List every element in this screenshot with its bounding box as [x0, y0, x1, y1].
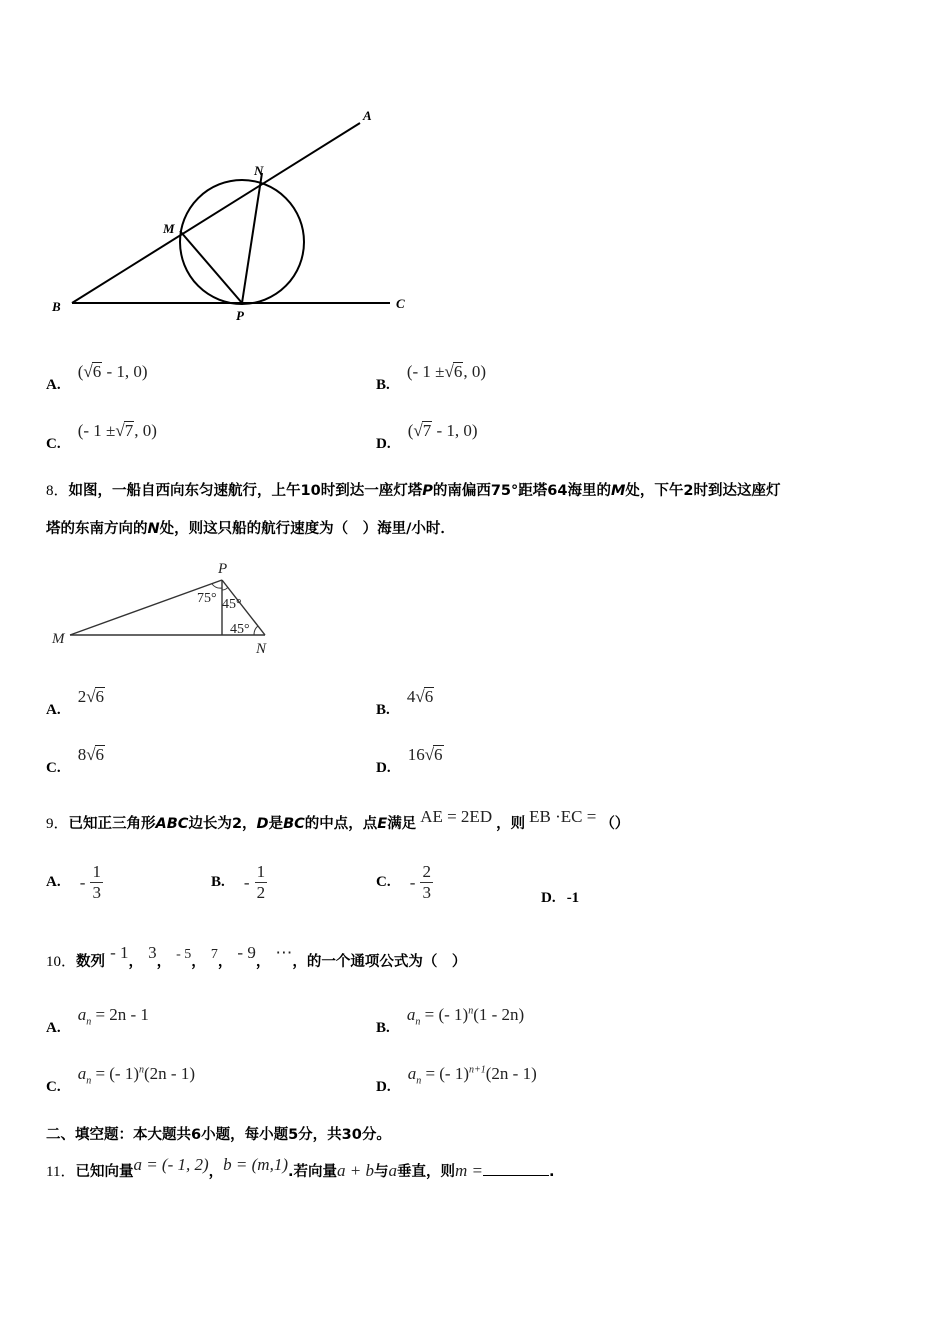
math-pre: ( [407, 421, 414, 440]
math-pre: (- 1 ± [77, 421, 116, 440]
label-75: 75° [197, 591, 217, 606]
q8-line1 [46, 479, 781, 500]
superscript: n [139, 1064, 145, 1076]
text: 的中点，点 [304, 816, 378, 832]
text: 64 [547, 483, 568, 499]
segment-MP [180, 231, 242, 303]
text: 边长为 [188, 816, 232, 832]
label-45-bottom: 45° [230, 622, 250, 637]
q8-option-a[interactable]: A. 2√6 [46, 687, 105, 718]
q9-option-d[interactable] [541, 887, 579, 907]
formula: = (- 1) [424, 1005, 469, 1024]
radicand: 7 [124, 421, 134, 440]
formula-tail: (1 - 2n) [473, 1005, 525, 1024]
text: 是 [268, 816, 284, 832]
option-letter: C. [46, 760, 61, 776]
text: ， [255, 954, 271, 970]
question-number: 8． [46, 483, 69, 499]
text: （） [600, 816, 630, 832]
formula-tail: (2n - 1) [144, 1064, 195, 1083]
sign: - [409, 872, 416, 892]
formula: = (- 1) [425, 1064, 470, 1083]
option-letter: D. [541, 890, 556, 906]
text: M [610, 483, 626, 499]
fraction: $\frac{2}{3}$ [422, 862, 431, 902]
text: ， [242, 816, 257, 832]
text: ， [191, 954, 206, 970]
text: BC [283, 816, 305, 832]
q8-option-b[interactable]: B. 4√6 [376, 687, 434, 718]
unknown-m: m = [455, 1161, 483, 1180]
superscript: n [468, 1005, 474, 1017]
text: .若向量 [288, 1164, 338, 1180]
label-C: C [396, 296, 405, 311]
sequence-term: ⋯ [275, 943, 293, 962]
q7-option-d[interactable]: D. (√7 - 1, 0) [376, 421, 478, 452]
q10-option-d[interactable] [376, 1064, 537, 1095]
text: ，则 [496, 816, 526, 832]
text: 数列 [76, 954, 106, 970]
formula-tail: (2n - 1) [485, 1064, 537, 1083]
answer-blank[interactable] [483, 1175, 549, 1176]
text: 处，则这只船的航行速度为（ ）海里/小时． [159, 521, 455, 537]
label-A: A [363, 108, 372, 123]
option-letter: A. [46, 377, 61, 393]
q9-stem [46, 807, 630, 833]
vector-a: a = (- 1, 2) [133, 1155, 209, 1174]
text: 75° [490, 483, 519, 499]
text: ，的一个通项公式为（ ） [292, 954, 467, 970]
subscript: n [415, 1016, 421, 1028]
option-letter: D. [376, 436, 391, 452]
math-var: a [77, 1005, 87, 1024]
text: 时到达这座灯 [693, 483, 781, 499]
q8-option-c[interactable]: C. 8√6 [46, 745, 105, 776]
option-letter: B. [376, 1020, 390, 1036]
label-M: M [163, 221, 175, 236]
fraction: $\frac{1}{3}$ [92, 862, 101, 902]
text: ， [128, 954, 143, 970]
subscript: n [86, 1075, 92, 1087]
question-number: 11． [46, 1164, 76, 1180]
q9-option-a[interactable] [46, 862, 103, 903]
option-letter: B. [376, 702, 390, 718]
sequence-term: 3 [148, 943, 157, 962]
figure-triangle-mpn [40, 555, 280, 660]
coefficient: 2 [77, 687, 87, 706]
math-expression: EB ·EC = [529, 807, 597, 826]
text: 10 [300, 483, 321, 499]
math-var: a [407, 1064, 417, 1083]
label-P: P [218, 561, 228, 577]
text: D [256, 816, 269, 832]
math-post: - 1, 0) [102, 362, 148, 381]
text: 垂直，则 [397, 1164, 455, 1180]
math-post: , 0) [134, 421, 157, 440]
option-letter: C. [46, 1079, 61, 1095]
subscript: n [416, 1075, 422, 1087]
option-letter: B. [376, 377, 390, 393]
radicand: 6 [424, 687, 434, 706]
radicand: 6 [95, 745, 105, 764]
label-M: M [52, 631, 65, 647]
sequence-term: - 5 [176, 947, 192, 962]
q10-option-a[interactable] [46, 1005, 149, 1036]
text: 处，下午 [625, 483, 684, 499]
q10-option-c[interactable] [46, 1064, 195, 1095]
q7-option-c[interactable]: C. (- 1 ±√7, 0) [46, 421, 157, 452]
superscript: n+1 [469, 1064, 486, 1076]
math-post: - 1, 0) [432, 421, 478, 440]
text: 时到达一座灯塔 [320, 483, 423, 499]
text: 已知正三角形 [68, 816, 156, 832]
q7-option-b[interactable]: B. (- 1 ±√6, 0) [376, 362, 487, 393]
text: 塔的东南方向的 [46, 521, 148, 537]
section-title: 二、填空题：本大题共6小题，每小题5分，共30分。 [46, 1127, 391, 1143]
figure-circle-tangent [40, 100, 420, 330]
fraction: $\frac{1}{2}$ [256, 862, 266, 902]
q10-option-b[interactable] [376, 1005, 525, 1036]
q9-option-b[interactable] [211, 862, 267, 903]
circle [180, 180, 304, 304]
vector-sum: a + b [337, 1161, 374, 1180]
sequence-term: 7 [210, 947, 218, 962]
angle-arc-45-bottom [254, 626, 258, 635]
q8-option-d[interactable]: D. 16√6 [376, 745, 443, 776]
option-value: -1 [566, 890, 580, 906]
text: . [549, 1164, 555, 1180]
sign: - [243, 872, 250, 892]
formula: = 2n - 1 [95, 1005, 149, 1024]
text: 的南偏西 [432, 483, 491, 499]
math-expression: AE = 2ED [420, 807, 493, 826]
text: 与 [374, 1164, 389, 1180]
sequence-term: - 1 [110, 943, 129, 962]
radicand: 6 [92, 362, 102, 381]
radicand: 6 [95, 687, 105, 706]
text: 满足 [387, 816, 417, 832]
option-letter: D. [376, 760, 391, 776]
sequence-term: - 9 [237, 943, 256, 962]
line-BA [72, 123, 360, 303]
radicand: 7 [422, 421, 432, 440]
coefficient: 16 [407, 745, 425, 764]
text: ， [156, 954, 172, 970]
math-post: , 0) [463, 362, 487, 381]
text: 2 [231, 816, 243, 832]
label-45-top: 45° [222, 597, 242, 612]
question-number: 9． [46, 816, 69, 832]
text: 已知向量 [75, 1164, 134, 1180]
label-B: B [52, 299, 61, 314]
text: 如图，一船自西向东匀速航行，上午 [68, 483, 301, 499]
angle-arc-45-top [222, 587, 228, 590]
option-letter: A. [46, 1020, 61, 1036]
option-letter: C. [376, 874, 391, 890]
q11-stem [46, 1155, 555, 1181]
label-N: N [254, 163, 264, 178]
math-pre: (- 1 ± [406, 362, 445, 381]
segment-MP [70, 580, 222, 635]
label-P: P [236, 308, 244, 323]
math-var: a [406, 1005, 416, 1024]
text: ， [217, 954, 233, 970]
q10-stem [46, 943, 467, 971]
option-letter: D. [376, 1079, 391, 1095]
sign: - [79, 872, 86, 892]
vector-b: b = (m,1) [223, 1155, 288, 1174]
q9-option-c[interactable] [376, 862, 433, 903]
option-letter: A. [46, 874, 61, 890]
coefficient: 4 [406, 687, 416, 706]
vector-a: a [388, 1161, 397, 1180]
q7-option-a[interactable]: A. (√6 - 1, 0) [46, 362, 148, 393]
option-letter: B. [211, 874, 225, 890]
text: ABC [155, 816, 189, 832]
angle-arc-75 [212, 584, 222, 588]
q8-line2 [46, 517, 455, 538]
text: 距塔 [518, 483, 548, 499]
question-number: 10． [46, 954, 77, 970]
option-letter: C. [46, 436, 61, 452]
radicand: 6 [453, 362, 463, 381]
math-var: a [77, 1064, 87, 1083]
math-pre: ( [77, 362, 84, 381]
text: 海里的 [567, 483, 611, 499]
text: 2 [683, 483, 694, 499]
label-N: N [256, 641, 267, 657]
option-letter: A. [46, 702, 61, 718]
subscript: n [86, 1016, 92, 1028]
text: N [147, 521, 160, 537]
radicand: 6 [434, 745, 443, 764]
text: E [377, 816, 388, 832]
formula: = (- 1) [95, 1064, 140, 1083]
segment-NP [242, 173, 262, 303]
text: P [422, 483, 433, 499]
coefficient: 8 [77, 745, 87, 764]
text: ， [208, 1164, 224, 1180]
